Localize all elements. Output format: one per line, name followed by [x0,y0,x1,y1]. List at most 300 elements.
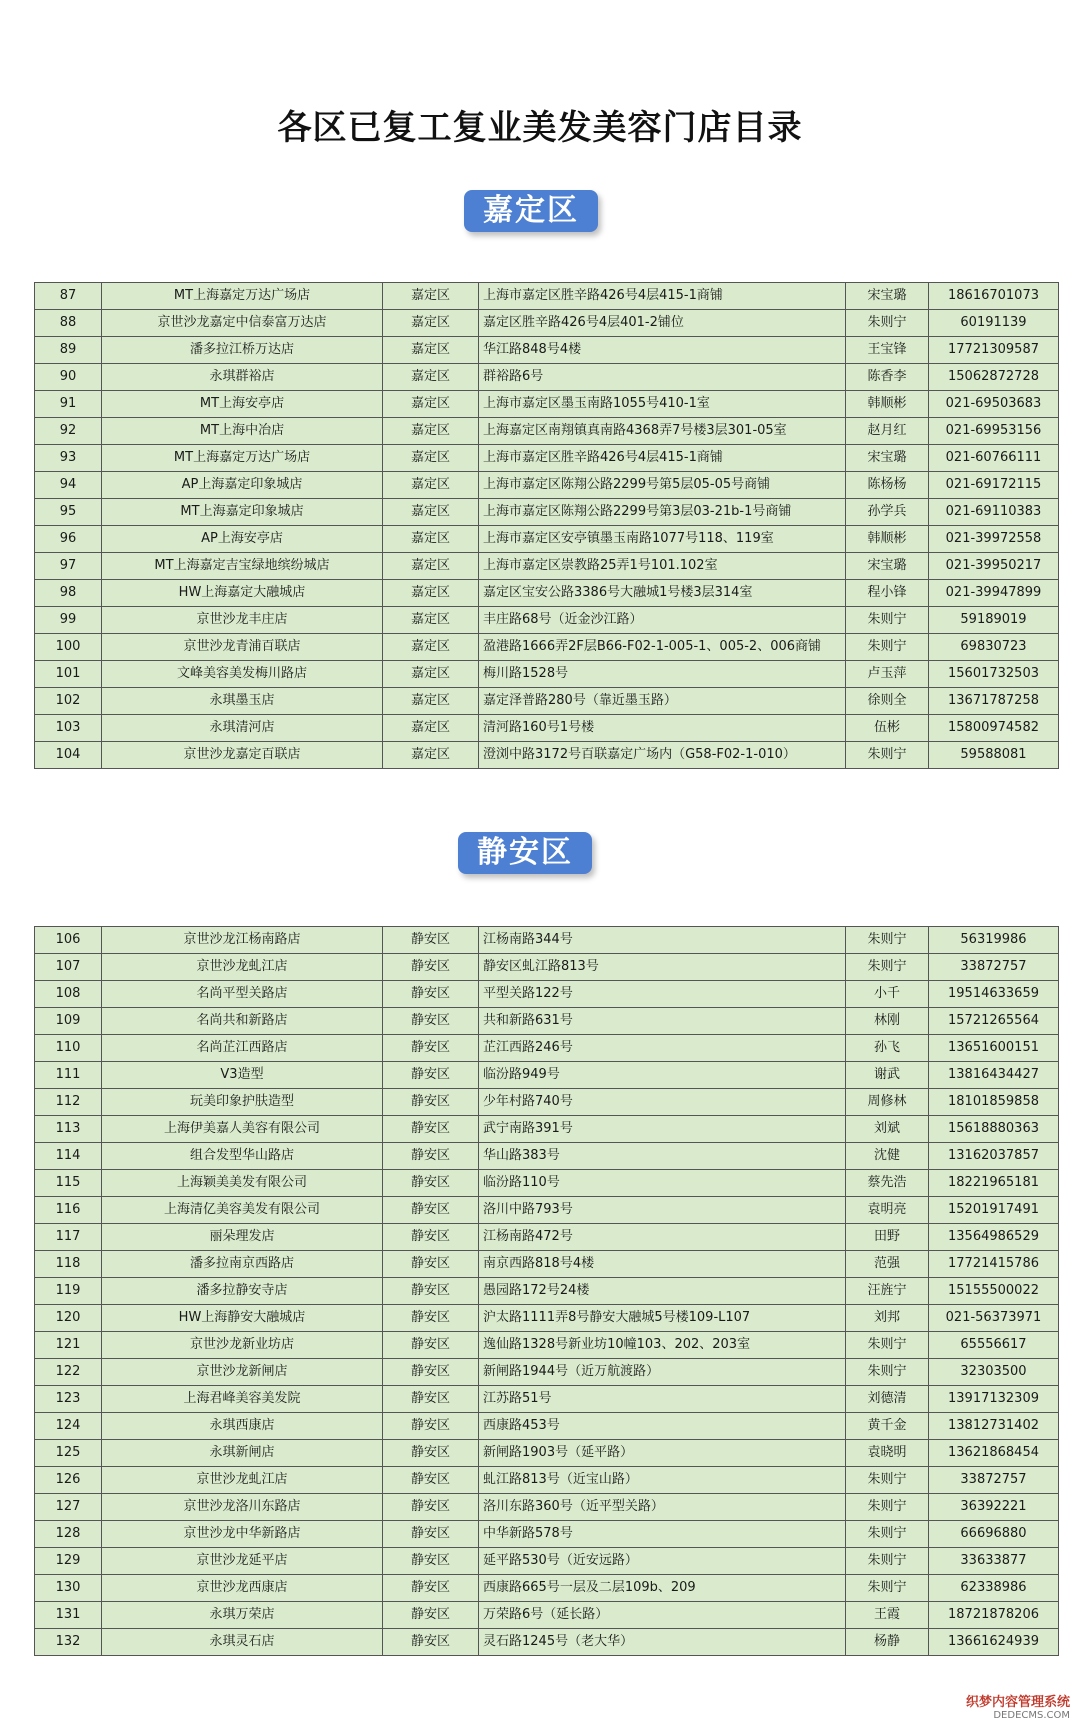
contact-cell: 朱则宁 [846,634,929,661]
contact-cell: 朱则宁 [846,742,929,769]
row-number-cell: 118 [35,1251,102,1278]
district-cell: 静安区 [383,1494,479,1521]
address-cell: 江苏路51号 [479,1386,846,1413]
contact-cell: 韩顺彬 [846,391,929,418]
table-row [35,954,1059,981]
row-number-cell: 98 [35,580,102,607]
watermark [966,1691,1070,1721]
district-cell: 静安区 [383,1224,479,1251]
phone-cell: 33872757 [929,954,1059,981]
district-cell: 嘉定区 [383,337,479,364]
phone-cell: 19514633659 [929,981,1059,1008]
district-cell: 静安区 [383,1629,479,1656]
store-name-cell: MT上海嘉定印象城店 [102,499,383,526]
phone-cell: 13651600151 [929,1035,1059,1062]
contact-cell: 蔡先浩 [846,1170,929,1197]
row-number-cell: 116 [35,1197,102,1224]
district-cell: 嘉定区 [383,472,479,499]
address-cell: 芷江西路246号 [479,1035,846,1062]
phone-cell: 17721309587 [929,337,1059,364]
table-row [35,661,1059,688]
phone-cell: 13671787258 [929,688,1059,715]
table-row [35,742,1059,769]
row-number-cell: 96 [35,526,102,553]
table-row [35,1035,1059,1062]
watermark-url: DEDECMS.COM [993,1710,1070,1721]
address-cell: 静安区虬江路813号 [479,954,846,981]
contact-cell: 赵月红 [846,418,929,445]
row-number-cell: 111 [35,1062,102,1089]
store-name-cell: 玩美印象护肤造型 [102,1089,383,1116]
store-table-jingan [34,926,1059,1656]
store-name-cell: 上海清亿美容美发有限公司 [102,1197,383,1224]
row-number-cell: 114 [35,1143,102,1170]
store-name-cell: 永琪群裕店 [102,364,383,391]
contact-cell: 范强 [846,1251,929,1278]
row-number-cell: 131 [35,1602,102,1629]
phone-cell: 15618880363 [929,1116,1059,1143]
store-name-cell: 上海颖美美发有限公司 [102,1170,383,1197]
contact-cell: 汪旌宁 [846,1278,929,1305]
contact-cell: 朱则宁 [846,1521,929,1548]
store-name-cell: 永琪墨玉店 [102,688,383,715]
store-name-cell: 京世沙龙中华新路店 [102,1521,383,1548]
table-row [35,1143,1059,1170]
contact-cell: 伍彬 [846,715,929,742]
table-row [35,927,1059,954]
row-number-cell: 113 [35,1116,102,1143]
row-number-cell: 94 [35,472,102,499]
row-number-cell: 97 [35,553,102,580]
table-row [35,1278,1059,1305]
row-number-cell: 108 [35,981,102,1008]
address-cell: 清河路160号1号楼 [479,715,846,742]
table-row [35,1062,1059,1089]
phone-cell: 15601732503 [929,661,1059,688]
district-cell: 嘉定区 [383,283,479,310]
store-name-cell: 京世沙龙洛川东路店 [102,1494,383,1521]
address-cell: 嘉定泽普路280号（靠近墨玉路） [479,688,846,715]
address-cell: 梅川路1528号 [479,661,846,688]
store-name-cell: HW上海静安大融城店 [102,1305,383,1332]
district-cell: 嘉定区 [383,688,479,715]
table-row [35,1521,1059,1548]
contact-cell: 朱则宁 [846,954,929,981]
row-number-cell: 122 [35,1359,102,1386]
row-number-cell: 92 [35,418,102,445]
row-number-cell: 129 [35,1548,102,1575]
address-cell: 愚园路172号24楼 [479,1278,846,1305]
contact-cell: 程小锋 [846,580,929,607]
phone-cell: 17721415786 [929,1251,1059,1278]
table-row [35,1251,1059,1278]
phone-cell: 56319986 [929,927,1059,954]
page-title: 各区已复工复业美发美容门店目录 [277,108,803,148]
row-number-cell: 100 [35,634,102,661]
store-name-cell: 永琪灵石店 [102,1629,383,1656]
phone-cell: 13162037857 [929,1143,1059,1170]
store-name-cell: 京世沙龙江杨南路店 [102,927,383,954]
store-name-cell: 名尚平型关路店 [102,981,383,1008]
district-cell: 嘉定区 [383,553,479,580]
row-number-cell: 132 [35,1629,102,1656]
row-number-cell: 102 [35,688,102,715]
store-name-cell: 潘多拉静安寺店 [102,1278,383,1305]
contact-cell: 田野 [846,1224,929,1251]
district-cell: 静安区 [383,1440,479,1467]
table-row [35,364,1059,391]
district-cell: 嘉定区 [383,742,479,769]
phone-cell: 13816434427 [929,1062,1059,1089]
row-number-cell: 93 [35,445,102,472]
district-cell: 静安区 [383,1116,479,1143]
store-name-cell: 京世沙龙西康店 [102,1575,383,1602]
phone-cell: 18616701073 [929,283,1059,310]
store-name-cell: MT上海嘉定万达广场店 [102,283,383,310]
district-cell: 静安区 [383,1575,479,1602]
store-name-cell: MT上海安亭店 [102,391,383,418]
table-row [35,1089,1059,1116]
address-cell: 洛川东路360号（近平型关路） [479,1494,846,1521]
row-number-cell: 112 [35,1089,102,1116]
table-row [35,1467,1059,1494]
phone-cell: 13564986529 [929,1224,1059,1251]
address-cell: 群裕路6号 [479,364,846,391]
district-cell: 嘉定区 [383,634,479,661]
contact-cell: 宋宝璐 [846,283,929,310]
row-number-cell: 101 [35,661,102,688]
row-number-cell: 130 [35,1575,102,1602]
store-name-cell: 上海君峰美容美发院 [102,1386,383,1413]
table-row [35,580,1059,607]
table-row [35,1170,1059,1197]
store-name-cell: 京世沙龙虬江店 [102,1467,383,1494]
district-cell: 静安区 [383,1062,479,1089]
store-name-cell: 京世沙龙青浦百联店 [102,634,383,661]
district-cell: 静安区 [383,1332,479,1359]
phone-cell: 18721878206 [929,1602,1059,1629]
address-cell: 逸仙路1328号新业坊10幢103、202、203室 [479,1332,846,1359]
address-cell: 上海市嘉定区陈翔公路2299号第5层05-05号商铺 [479,472,846,499]
store-name-cell: MT上海嘉定吉宝绿地缤纷城店 [102,553,383,580]
district-cell: 嘉定区 [383,607,479,634]
district-cell: 静安区 [383,981,479,1008]
contact-cell: 刘邦 [846,1305,929,1332]
contact-cell: 朱则宁 [846,1575,929,1602]
row-number-cell: 95 [35,499,102,526]
table-row [35,1629,1059,1656]
district-cell: 静安区 [383,1413,479,1440]
phone-cell: 33872757 [929,1467,1059,1494]
address-cell: 中华新路578号 [479,1521,846,1548]
address-cell: 武宁南路391号 [479,1116,846,1143]
district-cell: 静安区 [383,1170,479,1197]
table-row [35,1332,1059,1359]
contact-cell: 林刚 [846,1008,929,1035]
address-cell: 南京西路818号4楼 [479,1251,846,1278]
district-badge-jingan: 静安区 [458,832,592,874]
phone-cell: 36392221 [929,1494,1059,1521]
phone-cell: 021-56373971 [929,1305,1059,1332]
table-row [35,1440,1059,1467]
table-row [35,688,1059,715]
district-cell: 静安区 [383,1359,479,1386]
row-number-cell: 115 [35,1170,102,1197]
store-name-cell: 永琪万荣店 [102,1602,383,1629]
address-cell: 灵石路1245号（老大华） [479,1629,846,1656]
phone-cell: 62338986 [929,1575,1059,1602]
table-row [35,1602,1059,1629]
contact-cell: 韩顺彬 [846,526,929,553]
store-name-cell: 京世沙龙新业坊店 [102,1332,383,1359]
phone-cell: 021-69953156 [929,418,1059,445]
contact-cell: 朱则宁 [846,607,929,634]
table-row [35,1386,1059,1413]
row-number-cell: 128 [35,1521,102,1548]
district-cell: 静安区 [383,1305,479,1332]
address-cell: 上海嘉定区南翔镇真南路4368弄7号楼3层301-05室 [479,418,846,445]
address-cell: 新闸路1944号（近万航渡路） [479,1359,846,1386]
phone-cell: 69830723 [929,634,1059,661]
phone-cell: 15062872728 [929,364,1059,391]
contact-cell: 沈健 [846,1143,929,1170]
contact-cell: 王霞 [846,1602,929,1629]
district-cell: 嘉定区 [383,715,479,742]
phone-cell: 15800974582 [929,715,1059,742]
phone-cell: 021-69172115 [929,472,1059,499]
address-cell: 上海市嘉定区墨玉南路1055号410-1室 [479,391,846,418]
contact-cell: 朱则宁 [846,1548,929,1575]
table-row [35,1413,1059,1440]
table-row [35,1548,1059,1575]
row-number-cell: 127 [35,1494,102,1521]
contact-cell: 陈香李 [846,364,929,391]
table-row [35,1224,1059,1251]
phone-cell: 15155500022 [929,1278,1059,1305]
row-number-cell: 104 [35,742,102,769]
phone-cell: 18221965181 [929,1170,1059,1197]
phone-cell: 66696880 [929,1521,1059,1548]
table-row [35,472,1059,499]
contact-cell: 袁明亮 [846,1197,929,1224]
address-cell: 西康路453号 [479,1413,846,1440]
table-row [35,310,1059,337]
district-cell: 嘉定区 [383,364,479,391]
store-name-cell: 上海伊美嘉人美容有限公司 [102,1116,383,1143]
district-cell: 静安区 [383,927,479,954]
contact-cell: 谢武 [846,1062,929,1089]
store-name-cell: 京世沙龙新闸店 [102,1359,383,1386]
store-name-cell: 名尚芷江西路店 [102,1035,383,1062]
phone-cell: 021-39950217 [929,553,1059,580]
table-row [35,445,1059,472]
row-number-cell: 106 [35,927,102,954]
phone-cell: 021-60766111 [929,445,1059,472]
phone-cell: 15201917491 [929,1197,1059,1224]
row-number-cell: 117 [35,1224,102,1251]
district-cell: 静安区 [383,1035,479,1062]
address-cell: 江杨南路344号 [479,927,846,954]
store-name-cell: 京世沙龙嘉定中信泰富万达店 [102,310,383,337]
row-number-cell: 110 [35,1035,102,1062]
phone-cell: 021-69110383 [929,499,1059,526]
store-name-cell: 丽朵理发店 [102,1224,383,1251]
store-name-cell: 名尚共和新路店 [102,1008,383,1035]
table-row [35,1197,1059,1224]
contact-cell: 宋宝璐 [846,445,929,472]
store-name-cell: 永琪西康店 [102,1413,383,1440]
contact-cell: 小千 [846,981,929,1008]
table-row [35,1575,1059,1602]
store-name-cell: MT上海嘉定万达广场店 [102,445,383,472]
store-name-cell: HW上海嘉定大融城店 [102,580,383,607]
address-cell: 平型关路122号 [479,981,846,1008]
address-cell: 嘉定区宝安公路3386号大融城1号楼3层314室 [479,580,846,607]
row-number-cell: 88 [35,310,102,337]
row-number-cell: 125 [35,1440,102,1467]
district-cell: 嘉定区 [383,661,479,688]
table-row [35,1359,1059,1386]
contact-cell: 卢玉萍 [846,661,929,688]
phone-cell: 59588081 [929,742,1059,769]
store-name-cell: MT上海中冶店 [102,418,383,445]
table-row [35,526,1059,553]
table-row [35,1116,1059,1143]
district-cell: 静安区 [383,1278,479,1305]
address-cell: 临汾路949号 [479,1062,846,1089]
watermark-text: 织梦内容管理系统 [965,1695,1070,1710]
address-cell: 盈港路1666弄2F层B66-F02-1-005-1、005-2、006商铺 [479,634,846,661]
phone-cell: 13812731402 [929,1413,1059,1440]
district-cell: 静安区 [383,1602,479,1629]
store-name-cell: 京世沙龙嘉定百联店 [102,742,383,769]
contact-cell: 宋宝璐 [846,553,929,580]
table-row [35,283,1059,310]
contact-cell: 朱则宁 [846,927,929,954]
address-cell: 上海市嘉定区胜辛路426号4层415-1商铺 [479,445,846,472]
phone-cell: 32303500 [929,1359,1059,1386]
address-cell: 上海市嘉定区崇教路25弄1号101.102室 [479,553,846,580]
store-name-cell: V3造型 [102,1062,383,1089]
address-cell: 华江路848号4楼 [479,337,846,364]
contact-cell: 刘斌 [846,1116,929,1143]
store-name-cell: 文峰美容美发梅川路店 [102,661,383,688]
phone-cell: 18101859858 [929,1089,1059,1116]
address-cell: 共和新路631号 [479,1008,846,1035]
row-number-cell: 109 [35,1008,102,1035]
district-cell: 嘉定区 [383,445,479,472]
address-cell: 丰庄路68号（近金沙江路） [479,607,846,634]
phone-cell: 021-39972558 [929,526,1059,553]
contact-cell: 孙学兵 [846,499,929,526]
district-cell: 静安区 [383,1143,479,1170]
store-name-cell: 组合发型华山路店 [102,1143,383,1170]
phone-cell: 59189019 [929,607,1059,634]
table-row [35,981,1059,1008]
table-row [35,499,1059,526]
contact-cell: 袁晓明 [846,1440,929,1467]
district-cell: 静安区 [383,1089,479,1116]
contact-cell: 陈杨杨 [846,472,929,499]
row-number-cell: 107 [35,954,102,981]
table-row [35,1305,1059,1332]
district-cell: 静安区 [383,1008,479,1035]
table-row [35,715,1059,742]
contact-cell: 朱则宁 [846,1359,929,1386]
contact-cell: 朱则宁 [846,1332,929,1359]
contact-cell: 朱则宁 [846,310,929,337]
address-cell: 华山路383号 [479,1143,846,1170]
district-cell: 静安区 [383,1521,479,1548]
contact-cell: 周修林 [846,1089,929,1116]
row-number-cell: 121 [35,1332,102,1359]
district-cell: 静安区 [383,954,479,981]
row-number-cell: 91 [35,391,102,418]
address-cell: 万荣路6号（延长路） [479,1602,846,1629]
address-cell: 虬江路813号（近宝山路） [479,1467,846,1494]
store-name-cell: AP上海安亭店 [102,526,383,553]
phone-cell: 15721265564 [929,1008,1059,1035]
district-cell: 静安区 [383,1467,479,1494]
table-row [35,553,1059,580]
address-cell: 上海市嘉定区胜辛路426号4层415-1商铺 [479,283,846,310]
address-cell: 澄浏中路3172号百联嘉定广场内（G58-F02-1-010） [479,742,846,769]
address-cell: 洛川中路793号 [479,1197,846,1224]
address-cell: 新闸路1903号（延平路） [479,1440,846,1467]
store-name-cell: 永琪新闸店 [102,1440,383,1467]
address-cell: 嘉定区胜辛路426号4层401-2铺位 [479,310,846,337]
table-row [35,337,1059,364]
row-number-cell: 99 [35,607,102,634]
table-row [35,418,1059,445]
row-number-cell: 87 [35,283,102,310]
phone-cell: 13661624939 [929,1629,1059,1656]
address-cell: 上海市嘉定区安亭镇墨玉南路1077号118、119室 [479,526,846,553]
district-cell: 嘉定区 [383,580,479,607]
row-number-cell: 90 [35,364,102,391]
address-cell: 少年村路740号 [479,1089,846,1116]
address-cell: 临汾路110号 [479,1170,846,1197]
table-row [35,391,1059,418]
contact-cell: 徐则全 [846,688,929,715]
store-name-cell: 潘多拉江桥万达店 [102,337,383,364]
contact-cell: 杨静 [846,1629,929,1656]
store-table-jiading [34,282,1059,769]
district-cell: 嘉定区 [383,310,479,337]
store-name-cell: 京世沙龙丰庄店 [102,607,383,634]
row-number-cell: 103 [35,715,102,742]
district-cell: 嘉定区 [383,391,479,418]
address-cell: 江杨南路472号 [479,1224,846,1251]
district-cell: 嘉定区 [383,526,479,553]
contact-cell: 刘德清 [846,1386,929,1413]
address-cell: 沪太路1111弄8号静安大融城5号楼109-L107 [479,1305,846,1332]
row-number-cell: 123 [35,1386,102,1413]
address-cell: 延平路530号（近安远路） [479,1548,846,1575]
table-row [35,634,1059,661]
store-name-cell: AP上海嘉定印象城店 [102,472,383,499]
contact-cell: 王宝锋 [846,337,929,364]
district-cell: 嘉定区 [383,418,479,445]
district-cell: 静安区 [383,1548,479,1575]
row-number-cell: 124 [35,1413,102,1440]
contact-cell: 朱则宁 [846,1494,929,1521]
phone-cell: 13621868454 [929,1440,1059,1467]
table-row [35,1494,1059,1521]
phone-cell: 65556617 [929,1332,1059,1359]
address-cell: 西康路665号一层及二层109b、209 [479,1575,846,1602]
phone-cell: 021-39947899 [929,580,1059,607]
